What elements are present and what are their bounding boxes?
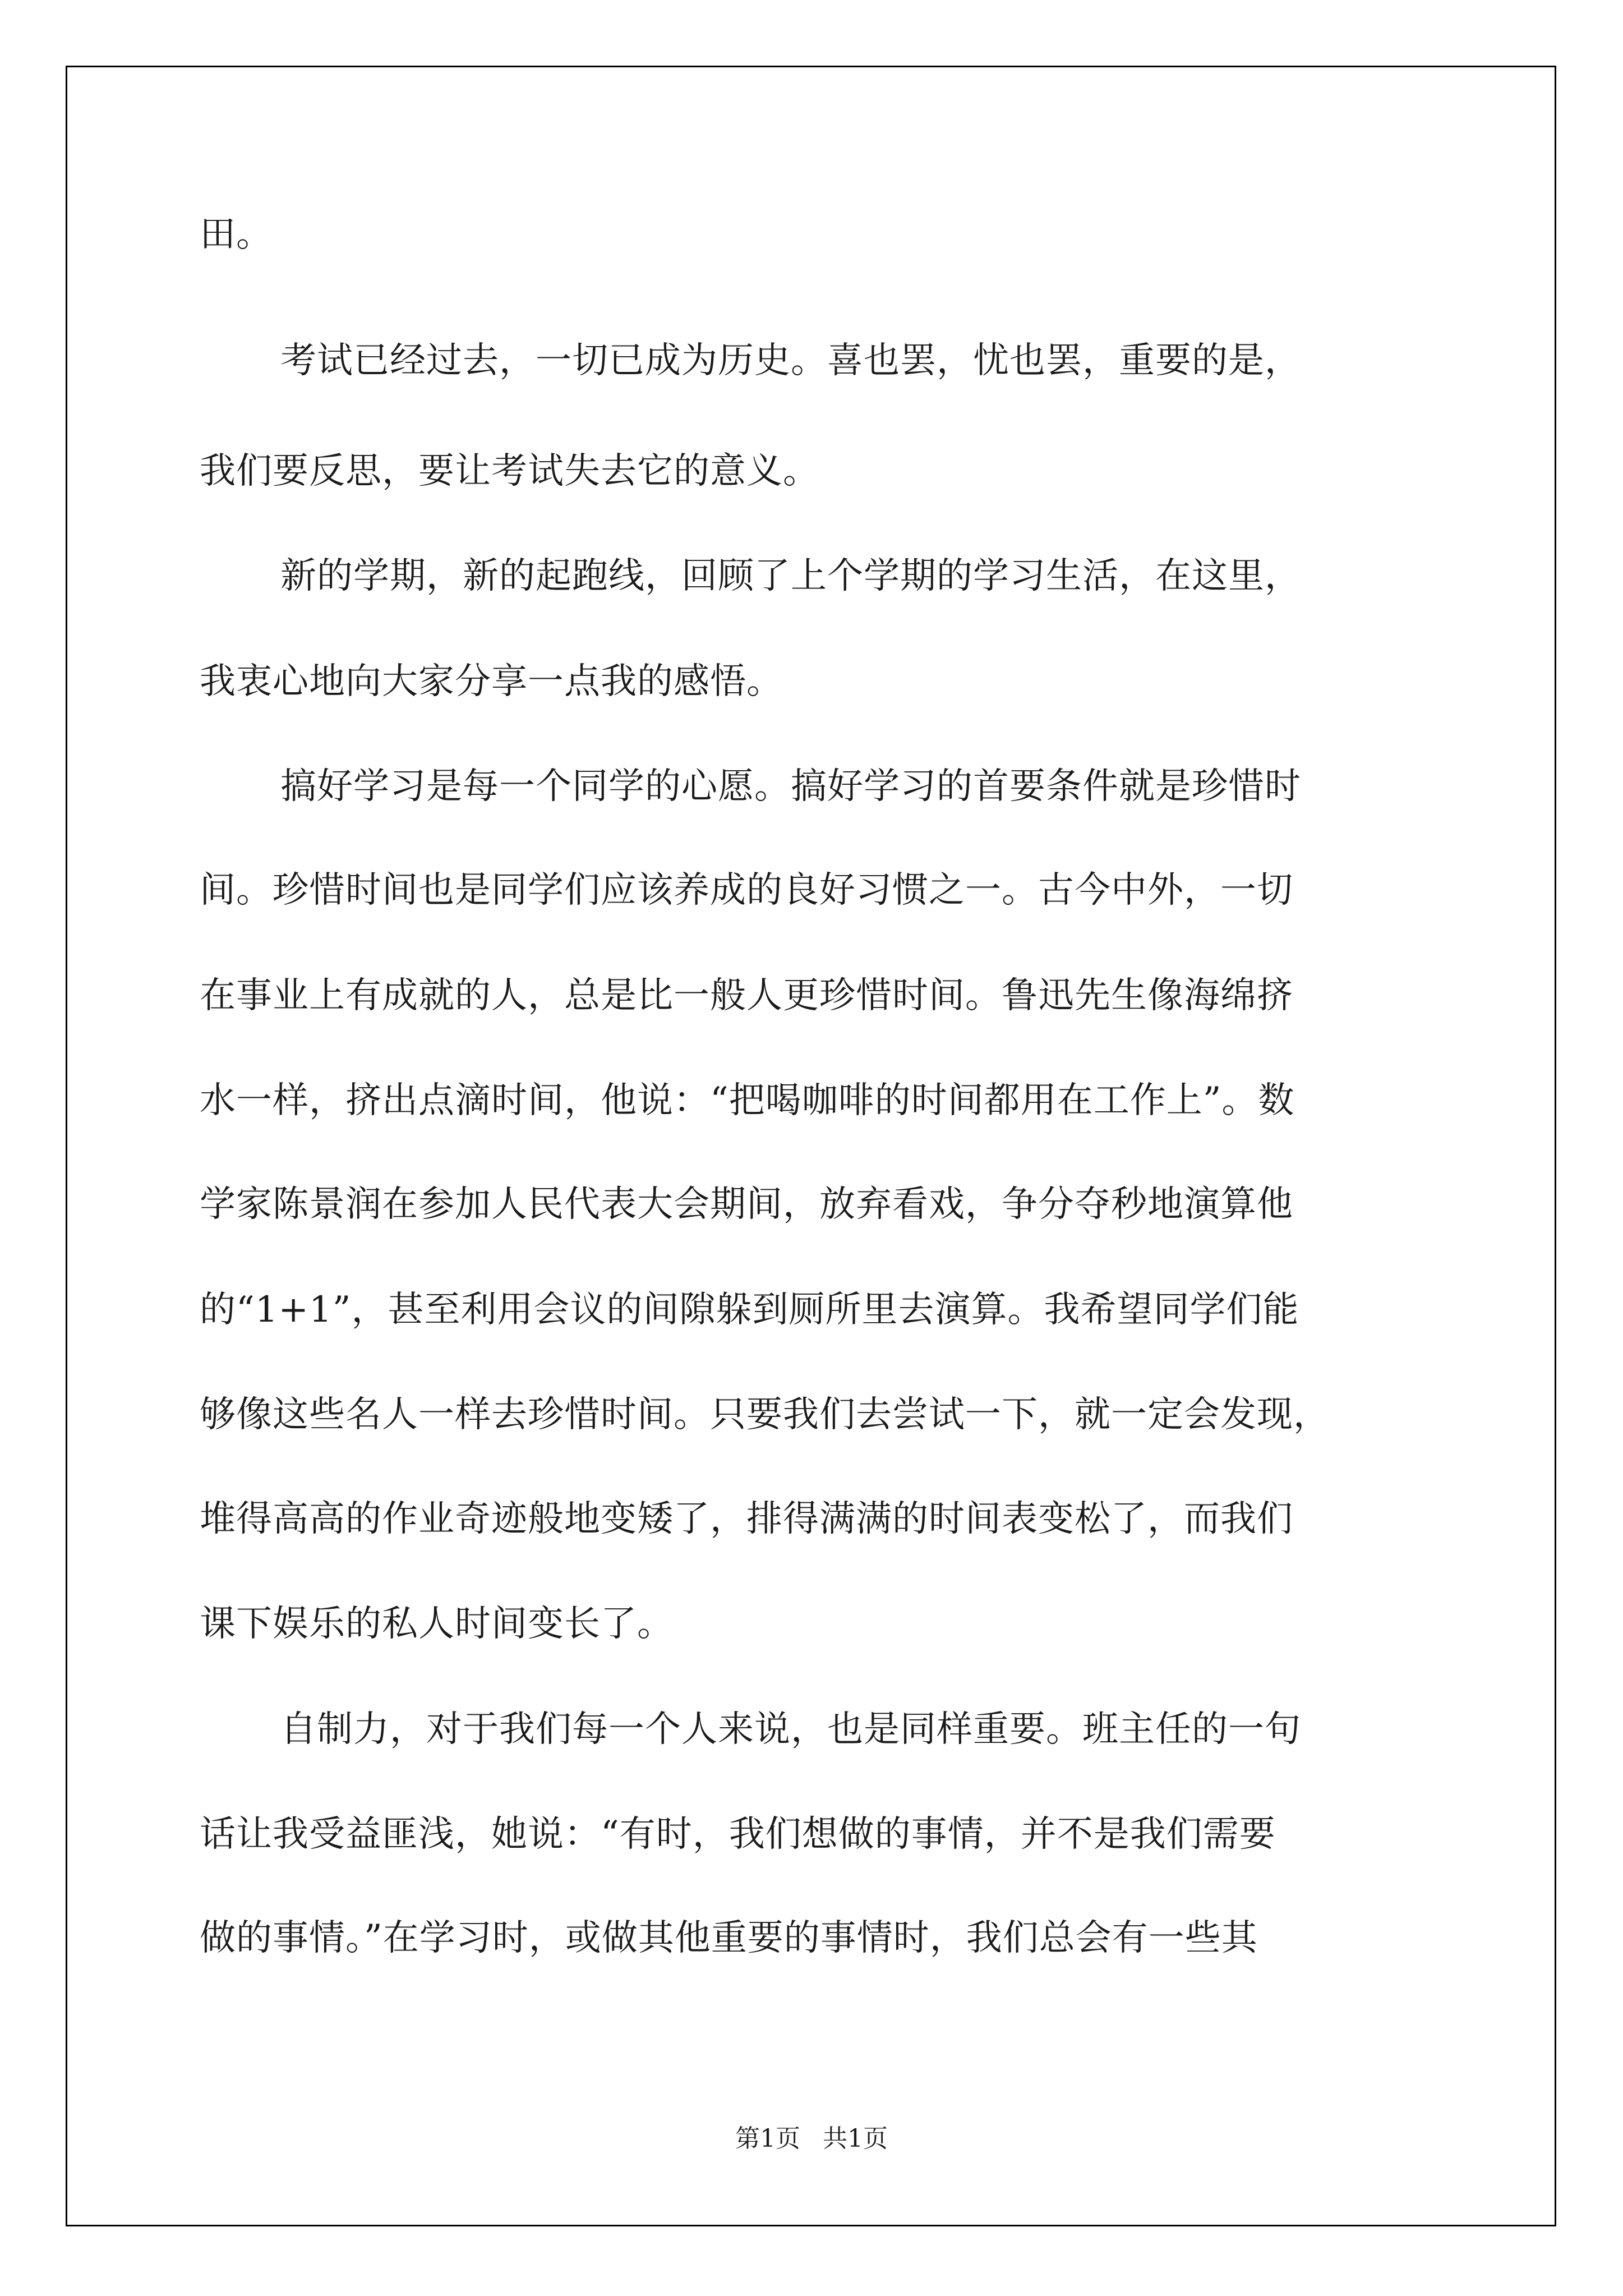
- text-line: 在事业上有成就的人，总是比一般人更珍惜时间。鲁迅先生像海绵挤: [200, 975, 1293, 1016]
- text-line: 水一样，挤出点滴时间，他说：“把喝咖啡的时间都用在工作上”。数: [200, 1080, 1295, 1121]
- paragraph-line: 考试已经过去，一切已成为历史。喜也罢，忧也罢，重要的是，: [280, 340, 1301, 381]
- text-line: 课下娱乐的私人时间变长了。: [200, 1603, 674, 1645]
- text-line: 的“1+1”，甚至利用会议的间隙躲到厕所里去演算。我希望同学们能: [200, 1289, 1299, 1331]
- text-line: 间。珍惜时间也是同学们应该养成的良好习惯之一。古今中外，一切: [200, 869, 1293, 911]
- text-line: 够像这些名人一样去珍惜时间。只要我们去尝试一下，就一定会发现，: [200, 1394, 1330, 1435]
- paragraph-line: 新的学期，新的起跑线，回顾了上个学期的学习生活，在这里，: [280, 555, 1301, 597]
- paragraph-line: 自制力，对于我们每一个人来说，也是同样重要。班主任的一句: [280, 1709, 1301, 1750]
- text-line: 田。: [200, 214, 273, 255]
- page-border: [66, 66, 1556, 2226]
- text-line: 学家陈景润在参加人民代表大会期间，放弃看戏，争分夺秒地演算他: [200, 1184, 1293, 1225]
- text-line: 我衷心地向大家分享一点我的感悟。: [200, 661, 783, 702]
- text-line: 我们要反思，要让考试失去它的意义。: [200, 450, 819, 492]
- text-line: 堆得高高的作业奇迹般地变矮了，排得满满的时间表变松了，而我们: [200, 1498, 1293, 1540]
- text-line: 话让我受益匪浅，她说：“有时，我们想做的事情，并不是我们需要: [200, 1814, 1276, 1855]
- page-footer: [0, 2123, 1623, 2155]
- text-line: 做的事情。”在学习时，或做其他重要的事情时，我们总会有一些其: [200, 1917, 1258, 1959]
- page-total: 共1页: [823, 2124, 888, 2153]
- paragraph-line: 搞好学习是每一个同学的心愿。搞好学习的首要条件就是珍惜时: [280, 766, 1301, 807]
- page-number: 第1页: [735, 2124, 800, 2153]
